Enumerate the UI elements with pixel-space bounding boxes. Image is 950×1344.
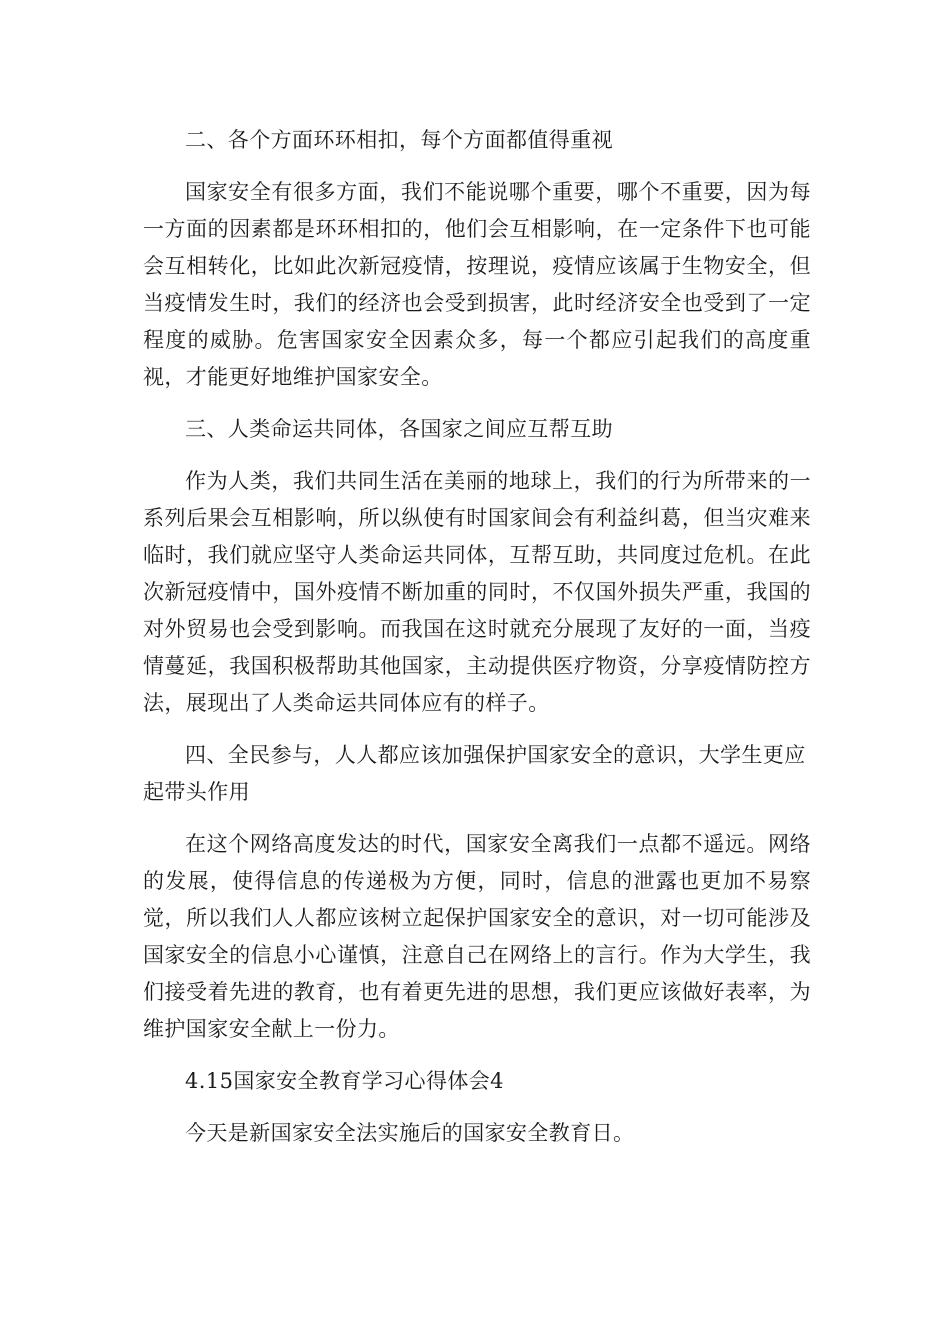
- article-title: 4.15国家安全教育学习心得体会4: [185, 1069, 504, 1093]
- paragraph-4: 今天是新国家安全法实施后的国家安全教育日。: [185, 1121, 635, 1145]
- paragraph-2: 作为人类，我们共同生活在美丽的地球上，我们的行为所带来的一系列后果会互相影响，所以纵使有时国家间会有利益纠葛，但当灾难来临时，我们就应坚守人类命运共同体，互帮互助，共同度过危机。在此次新冠疫情中，国外疫情不断加重的同时，不仅国外损失严重，我国的对外贸易也会受到影响。而我国在这时就充分展现了友好的一面，当疫情蔓延，我国积极帮助其他国家，主动提供医疗物资，分享疫情防控方法，展现出了人类命运共同体应有的样子。: [143, 469, 811, 715]
- paragraph-1: 国家安全有很多方面，我们不能说哪个重要，哪个不重要，因为每一方面的因素都是环环相扣的，他们会互相影响，在一定条件下也可能会互相转化，比如此次新冠疫情，按理说，疫情应该属于生物安全，但当疫情发生时，我们的经济也会受到损害，此时经济安全也受到了一定程度的威胁。危害国家安全因素众多，每一个都应引起我们的高度重视，才能更好地维护国家安全。: [143, 180, 811, 389]
- section-heading-4: 四、全民参与，人人都应该加强保护国家安全的意识，大学生更应起带头作用: [143, 743, 806, 804]
- section-heading-2: 二、各个方面环环相扣，每个方面都值得重视: [185, 128, 613, 152]
- section-heading-3: 三、人类命运共同体，各国家之间应互帮互助: [185, 417, 613, 441]
- paragraph-3: 在这个网络高度发达的时代，国家安全离我们一点都不遥远。网络的发展，使得信息的传递极为方便，同时，信息的泄露也更加不易察觉，所以我们人人都应该树立起保护国家安全的意识，对一切可能涉及国家安全的信息小心谨慎，注意自己在网络上的言行。作为大学生，我们接受着先进的教育，也有着更先进的思想，我们更应该做好表率，为维护国家安全献上一份力。: [143, 832, 811, 1041]
- document-body: [143, 122, 811, 1167]
